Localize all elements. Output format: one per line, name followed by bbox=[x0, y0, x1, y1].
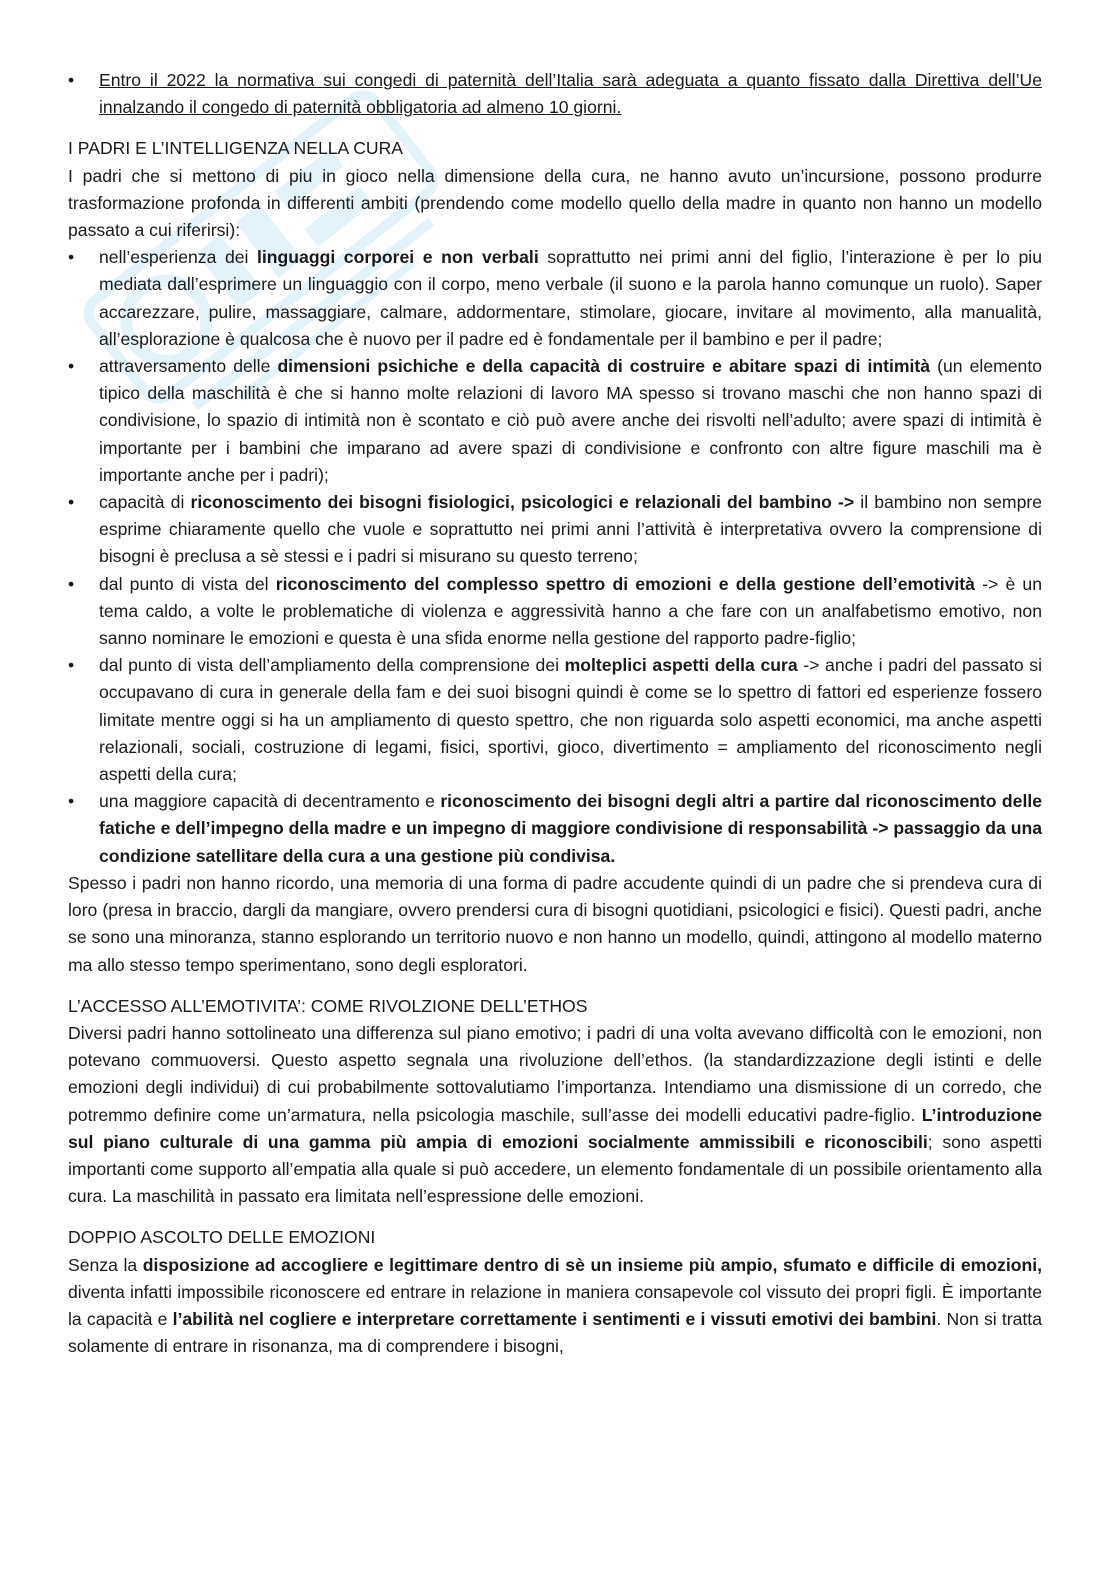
item-text: una maggiore capacità di decentramento e bbox=[99, 791, 441, 812]
item-text: -> anche i padri del passato si occupavano di cura in generale della fam e dei suoi bisogni quindi è come se lo spettro di fattori ed esperienze fossero limitate mentre oggi si ha un ampliamento di questo spettro, che non riguarda solo aspetti economici, ma anche aspetti relazionali, sociali, costruzione di legami, fisici, sportivi, gioco, divertimento = ampliamento del riconoscimento negli aspetti della cura; bbox=[99, 655, 1043, 785]
item-bold: dimensioni psichiche e della capacità di costruire e abitare spazi di intimità bbox=[277, 356, 931, 377]
item-text: nell’esperienza dei bbox=[99, 247, 258, 268]
section-closing-paragraph: Spesso i padri non hanno ricordo, una memoria di una forma di padre accudente quindi di un padre che si prendeva cura di loro (presa in braccio, dargli da mangiare, ovvero prendersi cura di bisogni quotidiani, psicologici e fisici). Questi padri, anche se sono una minoranza, stanno esplorando un territorio nuovo e non hanno un modello, quindi, attingono al modello materno ma allo stesso tempo sperimentano, sono degli esploratori. bbox=[68, 872, 1042, 975]
doppio-ascolto-paragraph bbox=[68, 1252, 1042, 1361]
item-bold: riconoscimento dei bisogni degli altri a partire dal riconoscimento delle fatiche e dell’impegno della madre e un impegno di maggiore condivisione di responsabilità -> passaggio da una condizione satellitare della cura a una gestione più condivisa. bbox=[99, 791, 1042, 866]
item-text: dal punto di vista dell’ampliamento della comprensione dei bbox=[99, 655, 565, 676]
item-text: il bambino non sempre esprime chiaramente quello che vuole e soprattutto nei primi anni l’attività è interpretativa ovvero la comprensione di bisogni è preclusa a sè stessi e i padri si misurano su questo terreno; bbox=[99, 492, 1043, 567]
item-text: dal punto di vista del bbox=[99, 573, 276, 594]
cura-list bbox=[68, 244, 1042, 870]
item-bold: molteplici aspetti della cura bbox=[564, 655, 798, 676]
item-text: -> è un tema caldo, a volte le problematiche di violenza e aggressività hanno a che fare con un analfabetismo emotivo, non sanno nominare le emozioni e questa è una sfida enorme nella gestione del rapporto padre-figlio; bbox=[99, 573, 1042, 649]
list-item bbox=[68, 67, 1042, 121]
emotivita-paragraph bbox=[68, 1020, 1042, 1210]
paragraph-text: diventa infatti impossibile riconoscere ed entrare in relazione in maniera consapevole col vissuto dei propri figli. È importante la capacità e bbox=[68, 1281, 1042, 1329]
section-heading-doppio-ascolto: DOPPIO ASCOLTO DELLE EMOZIONI bbox=[68, 1227, 376, 1248]
paragraph-bold: l’abilità nel cogliere e interpretare correttamente i sentimenti e i vissuti emotivi dei bambini bbox=[172, 1308, 937, 1329]
list-item bbox=[68, 489, 1042, 571]
paragraph-bold: disposizione ad accogliere e legittimare dentro di sè un insieme più ampio, sfumato e difficile di emozioni, bbox=[142, 1254, 1042, 1275]
paragraph-text: ; sono aspetti importanti come supporto all’empatia alla quale si può accedere, un elemento fondamentale di un possibile orientamento alla cura. La maschilità in passato era limitata nell’espressione delle emozioni. bbox=[68, 1131, 1042, 1207]
item-text: (un elemento tipico della maschilità è che si hanno molte relazioni di lavoro MA spesso si trovano maschi che non hanno spazi di condivisione, lo spazio di intimità non è scontato e ciò può avere anche dei risvolti nell’adulto; avere spazi di intimità è importante per i bambini che imparano ad avere spazi di condivisione e confronto con altre figure maschili ma è importante anche per i padri); bbox=[99, 356, 1042, 485]
item-text: capacità di bbox=[99, 492, 191, 513]
paragraph-text: . Non si tratta solamente di entrare in risonanza, ma di comprendere i bisogni, bbox=[68, 1308, 1042, 1357]
list-item bbox=[68, 788, 1042, 870]
paragraph-text: Diversi padri hanno sottolineato una differenza sul piano emotivo; i padri di una volta avevano difficoltà con le emozioni, non potevano commuoversi. Questo aspetto segnala una rivoluzione dell’ethos. (la standardizzazione degli istinti e delle emozioni degli individui) di cui probabilmente sottovalutiamo l’importanza. Intendiamo una dismissione di un corredo, che potremmo definire come un’armatura, nella psicologia maschile, sull’asse dei modelli educativi padre-figlio. bbox=[68, 1022, 1042, 1125]
list-item bbox=[68, 652, 1042, 788]
paragraph-text: Senza la bbox=[68, 1254, 143, 1275]
underlined-text: Entro il 2022 la normativa sui congedi di paternità dell’Italia sarà adeguata a quanto fissato dalla Direttiva dell’Ue innalzando il congedo di paternità obbligatoria ad almeno 10 giorni. bbox=[99, 70, 1042, 118]
intro-list bbox=[68, 67, 1042, 121]
item-bold: linguaggi corporei e non verbali bbox=[257, 247, 539, 268]
list-item bbox=[68, 571, 1042, 653]
paragraph-bold: L’introduzione sul piano culturale di una gamma più ampia di emozioni socialmente ammissibili e riconoscibili bbox=[68, 1104, 1042, 1152]
item-text: soprattutto nei primi anni del figlio, l’interazione è per lo piu mediata dall’esprimere un linguaggio con il corpo, meno verbale (il suono e la parola hanno comunque un ruolo). Saper accarezzare, pulire, massaggiare, calmare, addormentare, stimolare, giocare, invitare al movimento, alla manualità, all’esplorazione è qualcosa che è nuovo per il padre ed è fondamentale per il bambino e per il padre; bbox=[99, 247, 1042, 349]
item-bold: riconoscimento del complesso spettro di emozioni e della gestione dell’emotività bbox=[275, 573, 975, 594]
item-text: attraversamento delle bbox=[99, 356, 278, 377]
item-bold: riconoscimento dei bisogni fisiologici, psicologici e relazionali del bambino -> bbox=[190, 492, 855, 513]
document-page bbox=[68, 67, 1042, 1360]
section-heading-padri-cura: I PADRI E L’INTELLIGENZA NELLA CURA bbox=[68, 138, 404, 159]
section-heading-emotivita: L’ACCESSO ALL’EMOTIVITA’: COME RIVOLZIONE DELL’ETHOS bbox=[68, 995, 588, 1016]
section-intro-paragraph: I padri che si mettono di piu in gioco nella dimensione della cura, ne hanno avuto un’incursione, possono produrre trasformazione profonda in differenti ambiti (prendendo come modello quello della madre in quanto non hanno un modello passato a cui riferirsi): bbox=[68, 165, 1042, 241]
list-item bbox=[68, 353, 1042, 489]
list-item bbox=[68, 244, 1042, 353]
